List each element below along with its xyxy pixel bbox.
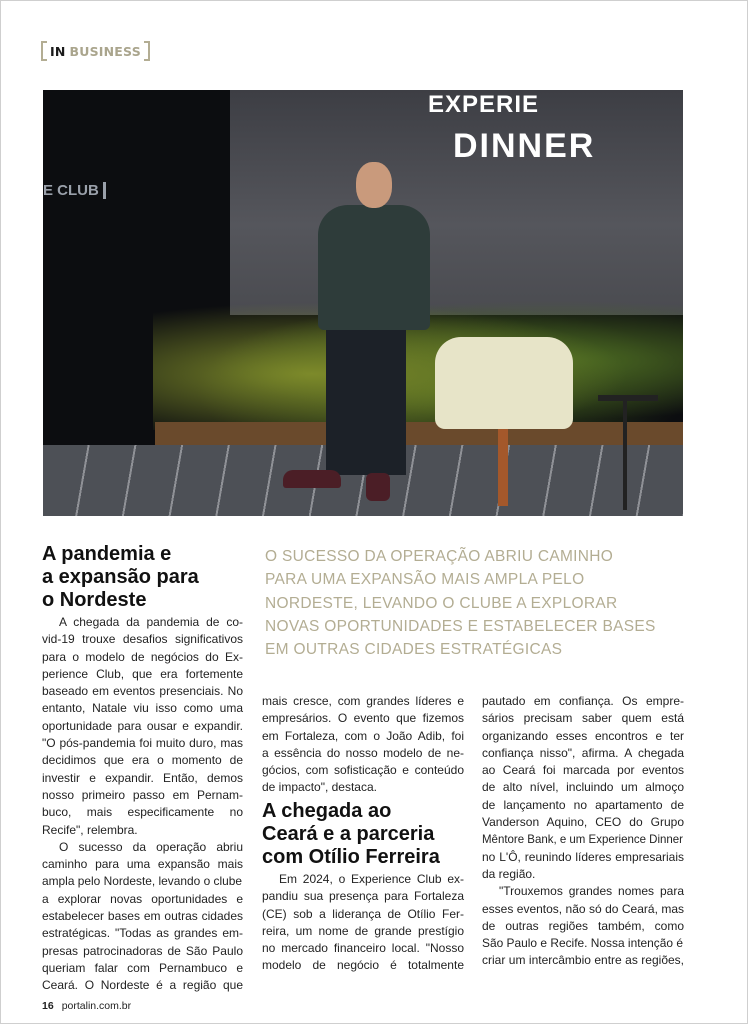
screen-text-line2: DINNER [453,127,596,165]
text-line: de lançamento no apartamento de [482,797,684,812]
bracket-right [144,41,150,61]
text-line: A chegada da pandemia de co- [59,615,243,629]
text-line: para o modelo de negócios do Ex- [42,649,243,664]
text-line: entanto, Natale viu isso como uma [42,701,243,716]
text-line: vid-19 trouxe desafios significativos [42,632,243,647]
text-line: modelo de negócio é totalmente [262,958,464,973]
heading-line: com Otílio Ferreira [262,846,440,868]
text-line: criar um intercâmbio entre as regiões, [482,953,684,968]
text-line: "O pós-pandemia foi muito duro, mas [42,736,243,751]
bracket-left [41,41,47,61]
text-line: mais cresce, com grandes líderes e [262,694,464,708]
text-line: queriam falar com Pernambuco e [42,960,243,975]
text-line: Recife", relembra. [42,822,138,837]
text-line: decidimos que era o momento de [42,753,243,768]
text-line: Ceará. O Nordeste é a região que [42,978,243,993]
text-line: "Trouxemos grandes nomes para [499,884,684,899]
text-line: de outras regiões também, como [482,918,684,933]
text-line: buco, mais especificamente no [42,805,243,820]
page-footer [42,1000,131,1013]
pull-quote-line: NOVAS OPORTUNIDADES E ESTABELECER BASES [265,617,656,635]
heading-pandemia [42,543,252,612]
section-tag [41,41,150,61]
pull-quote-line: NORDESTE, LEVANDO O CLUBE A EXPLORAR [265,594,618,612]
text-line: Mêntore Bank, e um Experience Dinner [482,832,683,847]
text-line: confiança nisso", afirma. A chegada [482,745,684,760]
text-line: baseado em eventos presenciais. No [42,684,243,699]
heading-ceara [262,800,477,869]
pull-quote-line: O SUCESSO DA OPERAÇÃO ABRIU CAMINHO [265,548,614,565]
heading-line: a expansão para [42,566,199,588]
speaker-shoe [366,473,390,501]
body-column-1 [42,614,243,995]
pull-quote-line: PARA UMA EXPANSÃO MAIS AMPLA PELO [265,571,585,589]
text-line: em Fortaleza, com o João Adib, foi [262,728,464,743]
text-line: da região. [482,866,536,881]
text-line: São Paulo e Recife. Nossa intenção é [482,936,683,951]
club-sign: E CLUB [43,182,106,199]
chair-leg [498,426,508,506]
text-line: perience Club, que era fortemente [42,666,243,681]
page-number: 16 [42,1000,54,1012]
text-line: estratégicas. "Todas as grandes em- [42,926,243,941]
text-line: pautado em confiança. Os empre- [482,694,684,708]
text-line: a explorar novas oportunidades e [42,891,243,906]
text-line: ampla pelo Nordeste, levando o clube [42,874,242,889]
side-table [598,395,658,401]
text-line: sários precisam saber quem está [482,711,684,726]
text-line: investir e expandir. Então, demos [42,770,243,785]
text-line: presas patrocinadoras de São Paulo [42,943,243,958]
text-line: gócios, com sofisticação e conteúdo [262,763,464,778]
text-line: a essência do nosso modelo de ne- [262,745,464,760]
armchair [435,337,573,429]
text-line: reira, um nome de grande prestígio [262,923,464,938]
text-line: esses eventos, não só do Ceará, mas [482,901,684,916]
text-line: (CE) sob a liderança de Otílio Fer- [262,906,464,921]
heading-line: A pandemia e [42,543,172,565]
pull-quote [265,545,685,661]
heading-line: Ceará e a parceria [262,823,435,845]
text-line: organizando esses encontros e ter [482,728,684,743]
speaker-head [356,162,392,208]
pull-quote-line: EM OUTRAS CIDADES ESTRATÉGICAS [265,641,563,659]
projection-screen [230,90,683,315]
side-table-leg [623,400,627,510]
text-line: de alto nível, incluindo um almoço [482,780,684,795]
text-line: Em 2024, o Experience Club ex- [279,872,464,886]
heading-line: o Nordeste [42,589,147,611]
text-line: estabelecer bases em outras cidades [42,909,243,924]
text-line: pandiu sua presença para Fortaleza [262,889,464,904]
section-tag-business: BUSINESS [69,43,141,59]
text-line: empresários. O evento que fizemos [262,711,464,726]
speaker-shoe [283,470,341,488]
speaker-body [318,205,430,330]
text-line: de impacto", destaca. [262,780,377,795]
event-photo [43,90,683,516]
footer-site: portalin.com.br [61,1000,132,1012]
text-line: no mercado financeiro local. "Nosso [262,941,464,956]
speaker-legs [326,325,406,475]
text-line: Vanderson Aquino, CEO do Grupo [482,815,684,830]
text-line: O sucesso da operação abriu [59,839,243,854]
body-column-2-top [262,693,464,797]
text-line: ao Ceará foi marcada por eventos [482,763,684,778]
text-line: nosso primeiro passo em Pernam- [42,787,243,802]
screen-text-line1: EXPERIE [428,91,540,118]
text-line: no L'Ô, reunindo líderes empresariais [482,849,684,864]
text-line: oportunidade para ousar e expandir. [42,718,243,733]
heading-line: A chegada ao [262,800,392,822]
text-line: caminho para uma expansão mais [42,857,243,872]
body-column-3 [482,693,684,970]
section-tag-in: IN [50,43,66,59]
body-column-2-bottom [262,871,464,975]
